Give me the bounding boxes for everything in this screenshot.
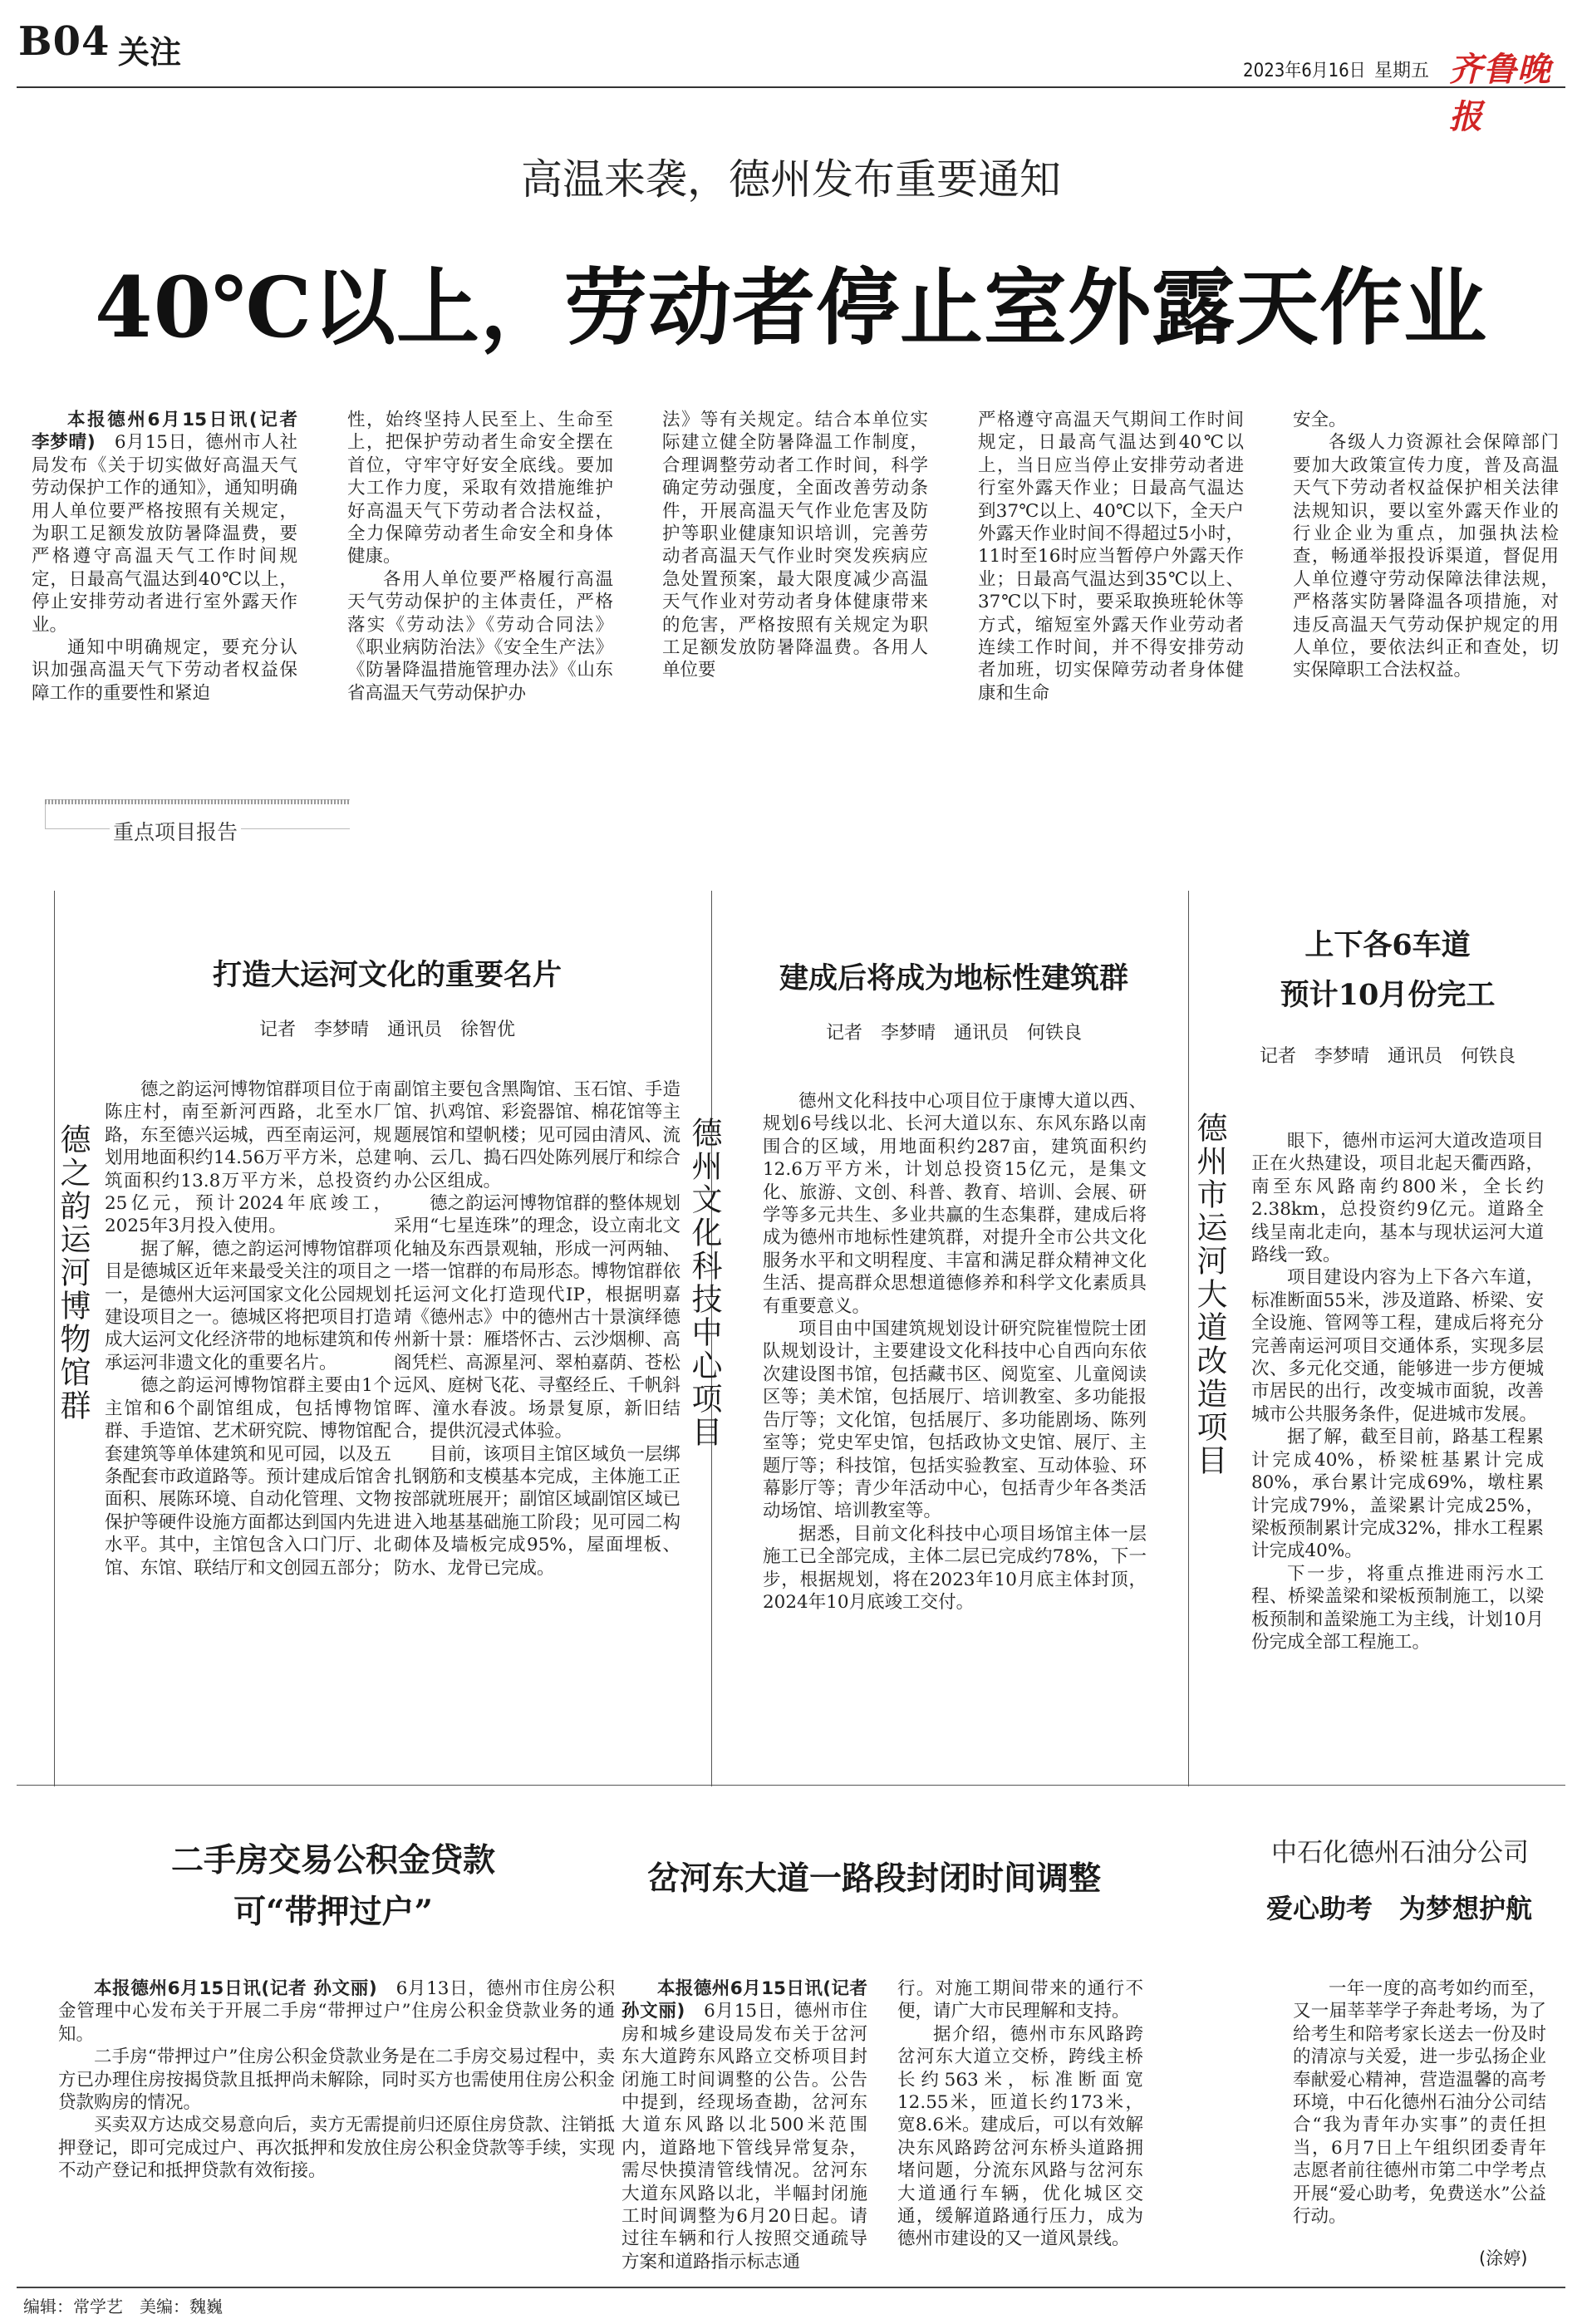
- text-column: [1251, 1130, 1544, 1653]
- paragraph-text: 项目由中国建筑规划设计研究院崔愷院士团队规划设计，主要建设文化科技中心自西向东依次建设图书馆，包括藏书区、阅览室、儿童阅读区等；美术馆，包括展厅、培训教室、多功能报告厅等；文化馆，包括展厅、多功能剧场、陈列室等；党史军史馆，包括政协文史馆、展厅、主题厅等；科技馆，包括实验教室、互动体验、环幕影厅等；青少年活动中心，包括青少年各类活动场馆、培训教室等。: [763, 1319, 1147, 1522]
- paragraph-text: 二手房“带押过户”住房公积金贷款业务是在二手房交易过程中，卖方已办理住房按揭贷款且抵押尚未解除，同时买方也需使用住房公积金贷款购房的情况。: [58, 2046, 615, 2114]
- paragraph: [32, 409, 297, 636]
- report-label: 重点项目报告: [110, 816, 241, 846]
- paragraph: [978, 409, 1244, 705]
- paragraph: [763, 1090, 1147, 1318]
- masthead-logo: 齐鲁晚报: [1449, 50, 1551, 136]
- article-headline: 二手房交易公积金贷款: [170, 1841, 495, 1879]
- paragraph-text: 下一步，将重点推进雨污水工程、桥梁盖梁和梁板预制施工，以梁板预制和盖梁施工为主线，计划10月份完成全部工程施工。: [1251, 1563, 1544, 1653]
- paragraph-text: 副馆主要包含黑陶馆、玉石馆、手造馆、扒鸡馆、彩瓷器馆、棉花馆等主题展馆和望帆楼；见可园由清风、流响、云几、搗石四处陈列展厅和综合办公区组成。: [394, 1079, 680, 1191]
- paragraph: [394, 1078, 680, 1192]
- paragraph-text: 性，始终坚持人民至上、生命至上，把保护劳动者生命安全摆在首位，守牢守好安全底线。要加大工作力度，采取有效措施维护好高温天气下劳动者合法权益，全力保障劳动者生命安全和身体健康。: [347, 410, 613, 567]
- paragraph-text: 通知中明确规定，要充分认识加强高温天气下劳动者权益保障工作的重要性和紧迫: [32, 637, 297, 704]
- paragraph-text: 6月13日，德州市住房公积金管理中心发布关于开展二手房“带押过户”住房公积金贷款业务的通知。: [58, 1978, 615, 2045]
- paragraph-text: 行。对施工期间带来的通行不便，请广大市民理解和支持。: [897, 1978, 1143, 2022]
- paragraph: [105, 1238, 391, 1374]
- paragraph: [58, 2114, 615, 2182]
- paragraph-text: 买卖双方达成交易意向后，卖方无需提前归还原住房贷款、注销抵押登记，即可完成过户、再次抵押和发放住房公积金贷款等手续，实现不动产登记和抵押贷款有效衔接。: [58, 2115, 615, 2182]
- paragraph: [58, 2046, 615, 2114]
- report-tab-stripe: [45, 799, 349, 804]
- paragraph-text: 德州文化科技中心项目位于康博大道以西、规划6号线以北、长河大道以东、东风东路以南围合的区域，用地面积约287亩，建筑面积约12.6万平方米，计划总投资15亿元，是集文化、旅游、文创、科普、教育、培训、会展、研学等多元共生、多业共赢的生态集群，建成后将成为德州市地标性建筑群，对提升全市公共文化服务水平和文明程度、丰富和满足群众精神文化生活、提高群众思想道德修养和科学文化素质具有重要意义。: [763, 1091, 1147, 1317]
- paragraph: [763, 1318, 1147, 1523]
- paragraph-text: 6月15日，德州市住房和城乡建设局发布关于岔河东大道跨东风路立交桥项目封闭施工时间调整的公告。公告中提到，经现场查勘，岔河东大道东风路以北500米范围内，道路地下管线异常复杂，需尽快摸清管线情况。岔河东大道东风路以北，半幅封闭施工时间调整为6月20日起。请过往车辆和行人按照交通疏导方案和道路指示标志通: [622, 2001, 867, 2272]
- paragraph-text: 眼下，德州市运河大道改造项目正在火热建设，项目北起天衢西路，南至东风路南约800米，全长约2.38km，总投资约9亿元。道路全线呈南北走向，基本与现状运河大道路线一致。: [1251, 1131, 1544, 1266]
- page-code: B04: [18, 18, 111, 65]
- paragraph-text: 安全。: [1293, 410, 1347, 430]
- article-kicker: 中石化德州石油分公司: [1271, 1838, 1529, 1868]
- footer-editors: 编辑：常学艺 美编：魏巍: [23, 2297, 223, 2317]
- paragraph-text: 德之韵运河博物馆群主要由1个主馆和6个副馆组成，包括博物馆群、手造馆、艺术研究院、博物馆配套建筑等单体建筑和见可园，以及五条配套市政道路等。预计建成后馆舍面积、展陈环境、自动化管理、文物保护等硬件设施方面都达到国内先进水平。其中，主馆包含入口门厅、北馆、东馆、联结厅和文创园五部分；: [105, 1375, 391, 1579]
- paragraph-text: 严格遵守高温天气期间工作时间规定，日最高气温达到40℃以上，当日应当停止安排劳动者进行室外露天作业；日最高气温达到37℃以上、40℃以下，全天户外露天作业时间不得超过5小时，11时至16时应当暂停户外露天作业；日最高气温达到35℃以上、37℃以下时，要采取换班轮休等方式，缩短室外露天作业劳动者连续工作时间，并不得安排劳动者加班，切实保障劳动者身体健康和生命: [978, 410, 1244, 704]
- paragraph: [897, 2023, 1143, 2251]
- paragraph: [1251, 1130, 1544, 1266]
- paragraph: [1293, 431, 1559, 681]
- paragraph-text: 项目建设内容为上下各六车道，标准断面55米，涉及道路、桥梁、安全设施、管网等工程，建成后将充分完善南运河项目交通体系，实现多层次、多元化交通，能够进一步方便城市居民的出行，改变城市面貌，改善城市公共服务条件，促进城市发展。: [1251, 1267, 1544, 1425]
- text-column: [32, 409, 297, 705]
- paragraph: [622, 1978, 867, 2273]
- text-column: [1293, 409, 1559, 682]
- paragraph: [347, 568, 613, 705]
- paragraph: [1293, 409, 1559, 431]
- paragraph: [394, 1443, 680, 1580]
- paragraph-text: 据了解，截至目前，路基工程累计完成40%，桥梁桩基累计完成80%，承台累计完成69%，墩柱累计完成79%，盖梁累计完成25%，梁板预制累计完成32%，排水工程累计完成40%。: [1251, 1427, 1544, 1562]
- paragraph: [763, 1523, 1147, 1614]
- text-column: [394, 1078, 680, 1580]
- text-column: [978, 409, 1244, 705]
- text-column: [1293, 1978, 1546, 2228]
- article-headline: 爱心助考 为梦想护航: [1266, 1893, 1533, 1924]
- paragraph-text: 一年一度的高考如约而至，又一届莘莘学子奔赴考场，为了给考生和陪考家长送去一份及时的清凉与关爱，进一步弘扬企业奉献爱心精神，营造温馨的高考环境，中石化德州石油分公司结合“我为青年办实事”的责任担当，6月7日上午组织团委青年志愿者前往德州市第二中学考点开展“爱心助考，免费送水”公益行动。: [1293, 1978, 1546, 2228]
- dateline: 本报德州6月15日讯(记者 李梦晴): [32, 410, 297, 454]
- lead-headline: 40℃以上，劳动者停止室外露天作业: [95, 258, 1487, 356]
- article-credit: (涂婷): [1479, 2248, 1528, 2268]
- project-headline: 打造大运河文化的重要名片: [212, 958, 562, 992]
- paragraph: [1293, 1978, 1546, 2228]
- dateline: 本报德州6月15日讯(记者 孙文丽): [622, 1978, 867, 2022]
- project-vertical-title: 德州市运河大道改造项目: [1191, 1112, 1227, 1477]
- project-headline: 建成后将成为地标性建筑群: [779, 961, 1128, 995]
- paragraph: [897, 1978, 1143, 2023]
- text-column: [622, 1978, 867, 2273]
- paragraph-text: 德之韵运河博物馆群项目位于南陈庄村，南至新河西路，北至水厂路，东至德兴运城，西至南运河，规划用地面积约14.56万平方米，总建筑面积约13.8万平方米，总投资约25亿元，预计2024年底竣工，2025年3月投入使用。: [105, 1079, 391, 1237]
- dateline: 本报德州6月15日讯(记者 孙文丽): [94, 1978, 377, 1999]
- paragraph: [394, 1192, 680, 1442]
- header-rule: [17, 86, 1565, 88]
- lead-kicker: 高温来袭，德州发布重要通知: [521, 155, 1061, 204]
- paragraph-text: 法》等有关规定。结合本单位实际建立健全防暑降温工作制度，合理调整劳动者工作时间，科学确定劳动强度，全面改善劳动条件，开展高温天气作业危害及防护等职业健康知识培训，完善劳动者高温天气作业时突发疾病应急处置预案，最大限度减少高温天气作业对劳动者身体健康带来的危害，严格按照有关规定为职工足额发放防暑降温费。各用人单位要: [662, 410, 928, 681]
- text-column: [105, 1078, 391, 1580]
- article-headline: 岔河东大道一路段封闭时间调整: [646, 1860, 1101, 1898]
- paragraph: [105, 1078, 391, 1238]
- text-column: [58, 1978, 615, 2183]
- project-byline: 记者 李梦晴 通讯员 何铁良: [1259, 1046, 1516, 1067]
- project-headline: 上下各6车道: [1304, 928, 1471, 962]
- paragraph: [1251, 1563, 1544, 1654]
- text-column: [662, 409, 928, 682]
- paragraph-text: 目前，该项目主馆区域负一层绑扎钢筋和支模基本完成，主体施工正按部就班展开；副馆区域副馆区域已进入地基基础施工阶段；见可园二构砌体及墙板完成95%，屋面埋板、防水、龙骨已完成。: [394, 1443, 680, 1579]
- paragraph: [58, 1978, 615, 2046]
- paragraph-text: 据悉，目前文化科技中心项目场馆主体一层施工已全部完成，主体二层已完成约78%，下一步，根据规划，将在2023年10月底主体封顶，2024年10月底竣工交付。: [763, 1523, 1147, 1613]
- footer-rule: [17, 2287, 1565, 2288]
- paragraph-text: 各级人力资源社会保障部门要加大政策宣传力度，普及高温天气下劳动者权益保护相关法律法规知识，要以室外露天作业的行业企业为重点，加强执法检查，畅通举报投诉渠道，督促用人单位遵守劳动保障法律法规，严格落实防暑降温各项措施，对违反高温天气劳动保护规定的用人单位，要依法纠正和查处，切实保障职工合法权益。: [1293, 432, 1559, 681]
- issue-weekday: 星期五: [1374, 61, 1430, 81]
- project-vertical-title: 德州文化科技中心项目: [686, 1117, 722, 1449]
- paragraph-text: 据了解，德之韵运河博物馆群项目是德城区近年来最受关注的项目之一，是德州大运河国家文化公园规划建设项目之一。德城区将把项目打造成大运河文化经济带的地标建筑和传承运河非遗文化的重要名片。: [105, 1238, 391, 1373]
- paragraph: [662, 409, 928, 682]
- section-rule: [17, 1785, 1565, 1786]
- paragraph-text: 各用人单位要严格履行高温天气劳动保护的主体责任，严格落实《劳动法》《劳动合同法》《职业病防治法》《安全生产法》《防暑降温措施管理办法》《山东省高温天气劳动保护办: [347, 568, 613, 704]
- text-column: [347, 409, 613, 705]
- project-vertical-title: 德之韵运河博物馆群: [55, 1123, 91, 1422]
- paragraph: [1251, 1266, 1544, 1426]
- paragraph-text: 据介绍，德州市东风路跨岔河东大道立交桥，跨线主桥长约563米，标准断面宽12.55米，匝道长约173米，宽8.6米。建成后，可以有效解决东风路跨岔河东桥头道路拥堵问题，分流东风路与岔河东大道通行车辆，优化城区交通，缓解道路通行压力，成为德州市建设的又一道风景线。: [897, 2023, 1143, 2250]
- paragraph-text: 6月15日，德州市人社局发布《关于切实做好高温天气劳动保护工作的通知》，通知明确用人单位要严格按照有关规定，为职工足额发放防暑降温费，要严格遵守高温天气工作时间规定，日最高气温达到40℃以上，停止安排劳动者进行室外露天作业。: [32, 432, 297, 636]
- paragraph: [1251, 1426, 1544, 1562]
- section-name: 关注: [118, 33, 182, 71]
- article-headline: 可“带押过户”: [233, 1893, 433, 1931]
- project-byline: 记者 李梦晴 通讯员 何铁良: [825, 1023, 1082, 1044]
- project-headline: 预计10月份完工: [1280, 978, 1496, 1012]
- text-column: [763, 1090, 1147, 1614]
- paragraph-text: 德之韵运河博物馆群的整体规划采用“七星连珠”的理念，设立南北文化轴及东西景观轴，形成一河两轴、一塔一馆群的布局形态。博物馆群依托运河文化打造现代IP，根据明嘉靖《德州志》中的德州古十景演绎德州新十景：雁塔怀古、云沙烟柳、高阁凭栏、高源星河、翠柏嘉荫、苍松远风、庭树飞花、寻壑经丘、千帆斜晖、潼水春波。场景复原，新旧结合，提供沉浸式体验。: [394, 1193, 680, 1442]
- text-column: [897, 1978, 1143, 2251]
- paragraph: [105, 1374, 391, 1580]
- issue-date: 2023年6月16日: [1243, 61, 1366, 81]
- project-byline: 记者 李梦晴 通讯员 徐智优: [258, 1020, 515, 1040]
- paragraph: [347, 409, 613, 568]
- paragraph: [32, 636, 297, 705]
